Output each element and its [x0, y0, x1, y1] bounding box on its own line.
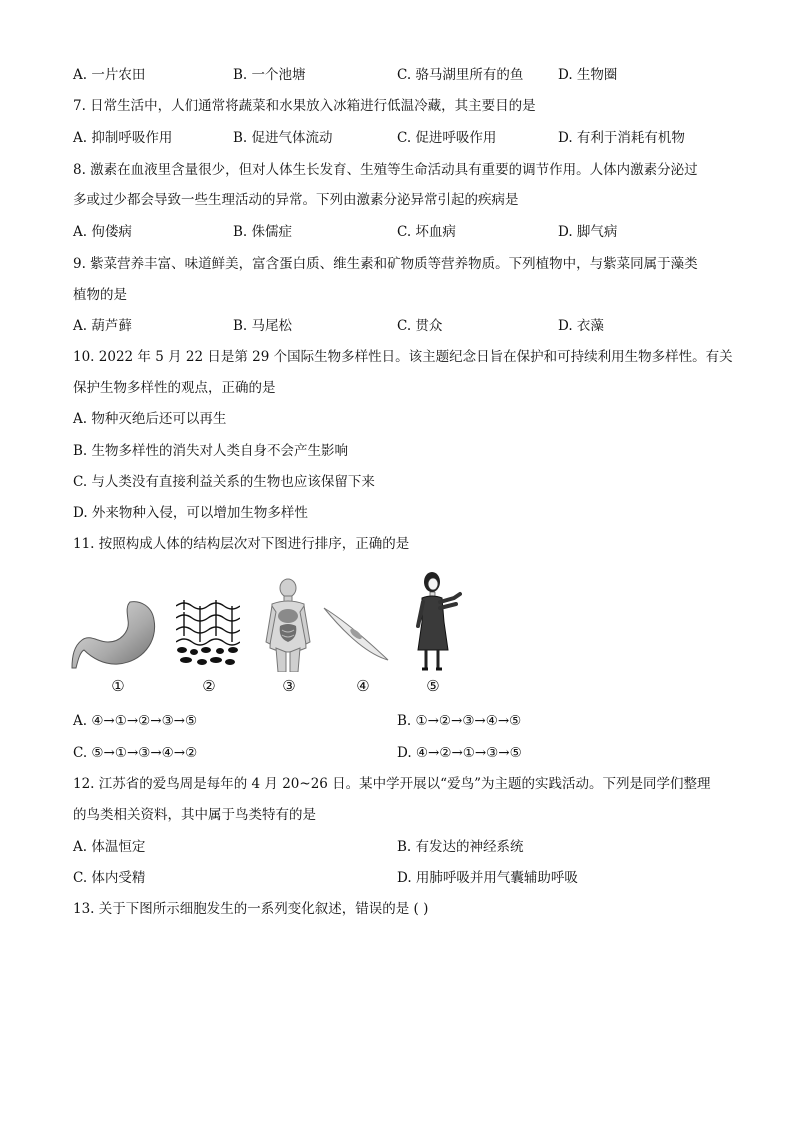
q10-option-b: B. 生物多样性的消失对人类自身不会产生影响: [73, 443, 349, 459]
q7-option-a: A. 抑制呼吸作用: [73, 130, 173, 146]
q9-stem-line-2: 植物的是: [73, 287, 127, 303]
q10-stem-line-1: 10. 2022 年 5 月 22 日是第 29 个国际生物多样性日。该主题纪念日旨在保护和可持续利用生物多样性。有关: [73, 349, 733, 365]
q9-stem-line-1: 9. 紫菜营养丰富、味道鲜美，富含蛋白质、维生素和矿物质等营养物质。下列植物中，与紫菜同属于藻类: [73, 256, 698, 272]
q11-option-c: C. ⑤→①→③→④→②: [73, 745, 198, 761]
q7-stem: 7. 日常生活中，人们通常将蔬菜和水果放入冰箱进行低温冷藏，其主要目的是: [73, 98, 536, 114]
q10-option-c: C. 与人类没有直接利益关系的生物也应该保留下来: [73, 474, 375, 490]
q9-option-b: B. 马尾松: [233, 318, 293, 334]
stomach-figure: [70, 598, 160, 670]
q10-stem-line-2: 保护生物多样性的观点，正确的是: [73, 380, 276, 396]
q9-option-c: C. 贯众: [397, 318, 443, 334]
q13-stem: 13. 关于下图所示细胞发生的一系列变化叙述，错误的是 ( ): [73, 901, 429, 917]
q11-stem: 11. 按照构成人体的结构层次对下图进行排序，正确的是: [73, 536, 410, 552]
q11-option-b: B. ①→②→③→④→⑤: [397, 713, 522, 729]
q8-option-d: D. 脚气病: [558, 224, 618, 240]
q8-stem-line-2: 多或过少都会导致一些生理活动的异常。下列由激素分泌异常引起的疾病是: [73, 192, 519, 208]
q12-stem-line-2: 的鸟类相关资料，其中属于鸟类特有的是: [73, 807, 316, 823]
q8-option-c: C. 坏血病: [397, 224, 456, 240]
q12-option-c: C. 体内受精: [73, 870, 146, 886]
q6-option-a: A. 一片农田: [73, 67, 146, 83]
figure-label-1: ①: [111, 677, 125, 695]
q12-option-a: A. 体温恒定: [73, 839, 146, 855]
woman-figure: [414, 570, 462, 674]
q12-stem-line-1: 12. 江苏省的爱鸟周是每年的 4 月 20~26 日。某中学开展以“爱鸟”为主题的实践活动。下列是同学们整理: [73, 776, 711, 792]
q12-option-b: B. 有发达的神经系统: [397, 839, 524, 855]
q8-option-b: B. 侏儒症: [233, 224, 293, 240]
human-system-figure: [264, 578, 312, 672]
q9-option-d: D. 衣藻: [558, 318, 604, 334]
q9-option-a: A. 葫芦藓: [73, 318, 132, 334]
q7-option-c: C. 促进呼吸作用: [397, 130, 497, 146]
q7-option-b: B. 促进气体流动: [233, 130, 333, 146]
q8-stem-line-1: 8. 激素在血液里含量很少，但对人体生长发育、生殖等生命活动具有重要的调节作用。人体内激素分泌过: [73, 162, 698, 178]
q11-option-a: A. ④→①→②→③→⑤: [73, 713, 198, 729]
figure-label-4: ④: [356, 677, 370, 695]
q10-option-d: D. 外来物种入侵，可以增加生物多样性: [73, 505, 308, 521]
q6-option-d: D. 生物圈: [558, 67, 618, 83]
figure-label-3: ③: [282, 677, 296, 695]
q11-option-d: D. ④→②→①→③→⑤: [397, 745, 522, 761]
tissue-figure: [176, 598, 240, 668]
q8-option-a: A. 佝偻病: [73, 224, 132, 240]
figure-label-2: ②: [202, 677, 216, 695]
q10-option-a: A. 物种灭绝后还可以再生: [73, 411, 227, 427]
spindle-cell-figure: [320, 604, 392, 664]
q6-option-c: C. 骆马湖里所有的鱼: [397, 67, 524, 83]
q6-option-b: B. 一个池塘: [233, 67, 306, 83]
figure-label-5: ⑤: [426, 677, 440, 695]
q12-option-d: D. 用肺呼吸并用气囊辅助呼吸: [397, 870, 578, 886]
q7-option-d: D. 有利于消耗有机物: [558, 130, 685, 146]
